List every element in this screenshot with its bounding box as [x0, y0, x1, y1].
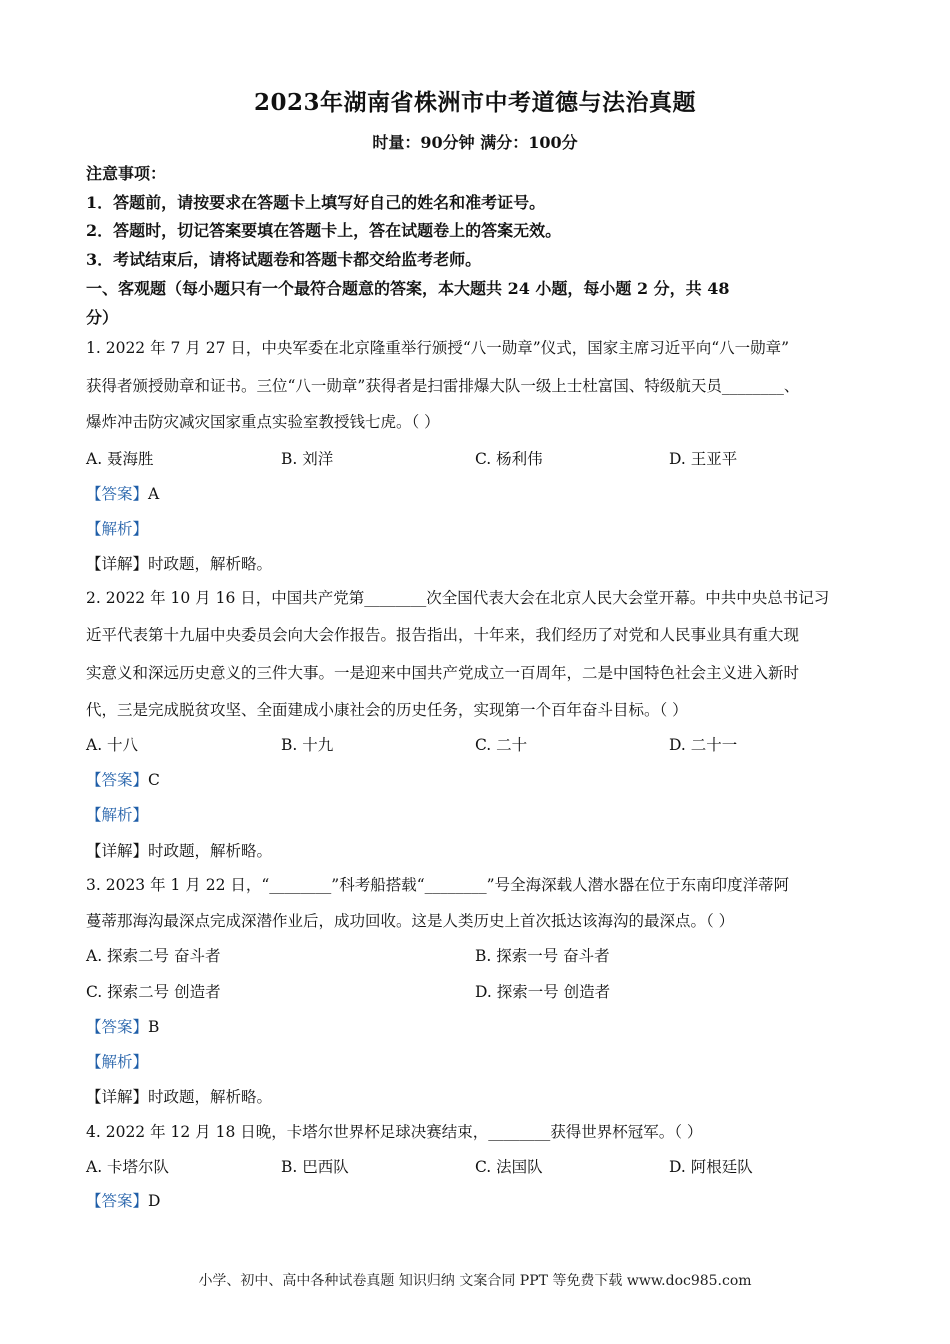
analysis-tag: 【解析】 [86, 1053, 149, 1071]
answer-value: D [148, 1192, 161, 1210]
question-text-line: 4. 2022 年 12 月 18 日晚，卡塔尔世界杯足球决赛结束，________获得世界杯冠军。（ ） [86, 1123, 703, 1141]
option-b: B. 探索一号 奋斗者 [475, 947, 610, 965]
question-text-line: 实意义和深远历史意义的三件大事。一是迎来中国共产党成立一百周年，二是中国特色社会主义进入新时 [86, 664, 800, 682]
page-title: 2023年湖南省株洲市中考道德与法治真题 [253, 89, 696, 116]
analysis-tag: 【解析】 [86, 806, 149, 824]
detail-row [86, 552, 272, 574]
answer-row [86, 1189, 160, 1211]
analysis-row [86, 517, 148, 539]
question-text-line: 获得者颁授勋章和证书。三位“八一勋章”获得者是扫雷排爆大队一级上士杜富国、特级航天员________、 [86, 377, 800, 395]
option-b: B. 十九 [281, 736, 334, 754]
exam-time-and-score: 时量：90分钟 满分：100分 [372, 133, 578, 152]
option-c: C. 二十 [475, 736, 528, 754]
detail-tag: 【详解】 [86, 555, 149, 573]
detail-text: 时政题，解析略。 [148, 555, 273, 573]
answer-tag: 【答案】 [86, 485, 149, 503]
answer-value: B [148, 1018, 160, 1036]
question-text-line: 爆炸冲击防灾减灾国家重点实验室教授钱七虎。（ ） [86, 413, 440, 431]
option-d: D. 二十一 [669, 736, 738, 754]
answer-tag: 【答案】 [86, 771, 149, 789]
option-a: A. 十八 [86, 736, 139, 754]
question-text-line: 代，三是完成脱贫攻坚、全面建成小康社会的历史任务，实现第一个百年奋斗目标。（ ） [86, 701, 688, 719]
option-d: D. 王亚平 [669, 450, 738, 468]
detail-row [86, 839, 272, 861]
analysis-tag: 【解析】 [86, 520, 149, 538]
detail-tag: 【详解】 [86, 1088, 149, 1106]
option-c: C. 杨利伟 [475, 450, 543, 468]
option-c: C. 探索二号 创造者 [86, 983, 221, 1001]
question-text-line: 2. 2022 年 10 月 16 日，中国共产党第________次全国代表大会在北京人民大会堂开幕。中共中央总书记习 [86, 589, 830, 607]
note-item-3: 3．考试结束后，请将试题卷和答题卡都交给监考老师。 [86, 250, 482, 269]
detail-tag: 【详解】 [86, 842, 149, 860]
option-a: A. 卡塔尔队 [86, 1158, 170, 1176]
option-a: A. 探索二号 奋斗者 [86, 947, 221, 965]
answer-value: C [148, 771, 160, 789]
option-b: B. 刘洋 [281, 450, 334, 468]
question-text-line: 3. 2023 年 1 月 22 日，“________”科考船搭载“________”号全海深载人潜水器在位于东南印度洋蒂阿 [86, 876, 790, 894]
answer-tag: 【答案】 [86, 1018, 149, 1036]
question-text-line: 近平代表第十九届中央委员会向大会作报告。报告指出，十年来，我们经历了对党和人民事业具有重大现 [86, 626, 800, 644]
question-text-line: 1. 2022 年 7 月 27 日，中央军委在北京隆重举行颁授“八一勋章”仪式，国家主席习近平向“八一勋章” [86, 339, 790, 357]
notes-heading: 注意事项： [86, 164, 167, 183]
answer-row [86, 482, 159, 504]
answer-value: A [148, 485, 160, 503]
detail-row [86, 1085, 272, 1107]
note-item-2: 2．答题时，切记答案要填在答题卡上，答在试题卷上的答案无效。 [86, 221, 562, 240]
analysis-row [86, 1050, 148, 1072]
question-text-line: 蔓蒂那海沟最深点完成深潜作业后，成功回收。这是人类历史上首次抵达该海沟的最深点。（ ） [86, 912, 735, 930]
detail-text: 时政题，解析略。 [148, 1088, 273, 1106]
option-c: C. 法国队 [475, 1158, 543, 1176]
answer-row [86, 768, 160, 790]
detail-text: 时政题，解析略。 [148, 842, 273, 860]
note-item-1: 1．答题前，请按要求在答题卡上填写好自己的姓名和准考证号。 [86, 193, 546, 212]
answer-row [86, 1015, 159, 1037]
option-b: B. 巴西队 [281, 1158, 349, 1176]
section-heading: 一、客观题（每小题只有一个最符合题意的答案，本大题共 24 小题，每小题 2 分，共 48 [86, 279, 730, 298]
option-a: A. 聂海胜 [86, 450, 154, 468]
page-footer: 小学、初中、高中各种试卷真题 知识归纳 文案合同 PPT 等免费下载 www.doc985.com [198, 1273, 752, 1289]
section-heading-cont: 分） [86, 308, 119, 327]
option-d: D. 探索一号 创造者 [475, 983, 611, 1001]
analysis-row [86, 803, 148, 825]
option-d: D. 阿根廷队 [669, 1158, 753, 1176]
answer-tag: 【答案】 [86, 1192, 149, 1210]
